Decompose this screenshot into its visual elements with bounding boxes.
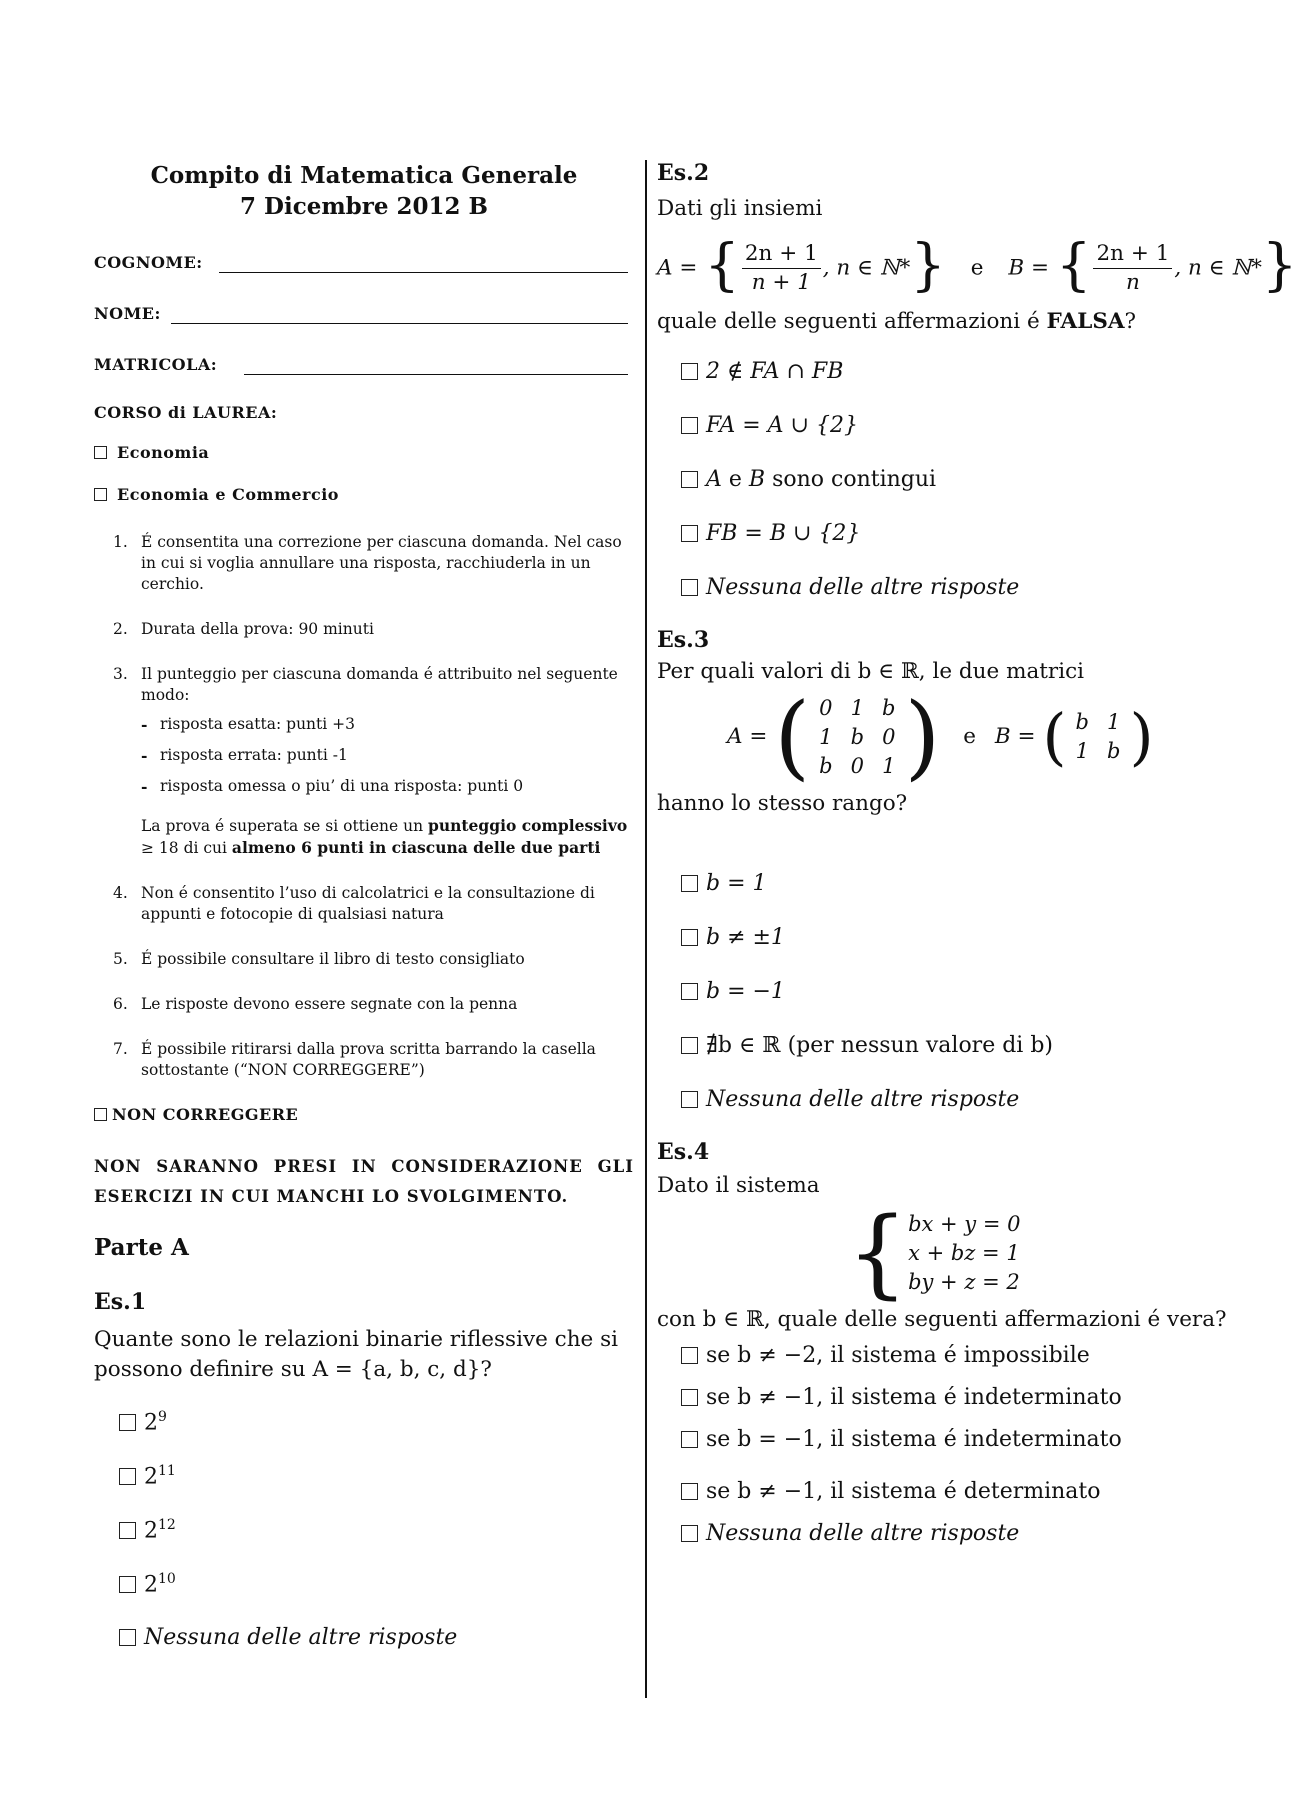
es3-none-label: Nessuna delle altre risposte <box>706 1087 1020 1112</box>
scoring-omitted: - risposta omessa o piu’ di una risposta: punti 0 <box>141 777 524 796</box>
es1-checkbox-3[interactable] <box>119 1522 136 1539</box>
es2-opt3-d: sono contingui <box>765 467 937 492</box>
es2-question-c: ? <box>1124 309 1137 334</box>
es2-question <box>657 307 1217 337</box>
rule-4-number: 4. <box>113 884 128 902</box>
es4-title: Es.4 <box>657 1139 710 1165</box>
title-line-2: 7 Dicembre 2012 B <box>240 193 488 220</box>
es3-checkbox-none[interactable] <box>681 1091 698 1108</box>
es4-option-2[interactable] <box>681 1385 1217 1415</box>
warning-text: NON SARANNO PRESI IN CONSIDERAZIONE GLI ESERCIZI IN CUI MANCHI LO SVOLGIMENTO. <box>94 1157 634 1206</box>
rule-7 <box>94 1039 634 1081</box>
es4-opt3-label: se b = −1, il sistema é indeterminato <box>706 1427 1122 1452</box>
matricola-line[interactable] <box>244 374 628 375</box>
es2-fracA <box>742 240 821 297</box>
scoring-correct: - risposta esatta: punti +3 <box>141 715 355 734</box>
es4-none-label: Nessuna delle altre risposte <box>706 1521 1020 1546</box>
es3-matrixB <box>1067 708 1130 766</box>
es3-matrices: A = ( 0 1 b 1 b 0 b 0 1 ) e B = ( b 1 1 b ) <box>727 683 1154 790</box>
es3-labelA: A = <box>727 724 768 749</box>
matB-cell: b <box>1106 739 1121 763</box>
es3-checkbox-4[interactable] <box>681 1037 698 1054</box>
rule-2-text: Durata della prova: 90 minuti <box>141 620 374 638</box>
matB-cell: b <box>1075 710 1089 734</box>
es3-checkbox-2[interactable] <box>681 929 698 946</box>
es3-matrixA <box>810 694 904 781</box>
checkbox-non-correggere[interactable] <box>94 1108 107 1121</box>
es2-title: Es.2 <box>657 160 710 186</box>
rule-6-number: 6. <box>113 995 128 1013</box>
es3-option-3[interactable] <box>681 979 1217 1009</box>
es4-option-1[interactable] <box>681 1343 1217 1373</box>
rules-list <box>94 532 634 1081</box>
es1-option-4[interactable] <box>119 1571 634 1601</box>
rule-1 <box>94 532 634 595</box>
es3-option-1[interactable] <box>681 871 1217 901</box>
nome-field[interactable] <box>94 304 634 328</box>
es1-opt2-exp: 11 <box>158 1463 176 1479</box>
es4-opt4-label: se b ≠ −1, il sistema é determinato <box>706 1479 1101 1504</box>
es1-title: Es.1 <box>94 1289 147 1315</box>
es2-fracB <box>1093 240 1172 297</box>
matB-cell: 1 <box>1075 739 1089 763</box>
es4-checkbox-1[interactable] <box>681 1347 698 1364</box>
rule-3 <box>94 664 634 859</box>
es3-option-2[interactable] <box>681 925 1217 955</box>
es1-opt3-exp: 12 <box>158 1517 176 1533</box>
nome-line[interactable] <box>171 323 628 324</box>
es3-opt1-label: b = 1 <box>706 871 767 896</box>
es2-opt4-label: FB = B ∪ {2} <box>706 521 861 546</box>
es2-none-label: Nessuna delle altre risposte <box>706 575 1020 600</box>
es2-numB: 2n + 1 <box>1093 240 1172 269</box>
es4-opt1-label: se b ≠ −2, il sistema é impossibile <box>706 1343 1090 1368</box>
es1-opt3-base: 2 <box>144 1518 158 1544</box>
es4-intro: Dato il sistema <box>657 1173 820 1198</box>
pass-note-b: punteggio complessivo <box>428 816 628 835</box>
checkbox-economia[interactable] <box>94 446 107 459</box>
es4-checkbox-3[interactable] <box>681 1431 698 1448</box>
es1-checkbox-none[interactable] <box>119 1629 136 1646</box>
es2-opt2-label: FA = A ∪ {2} <box>706 413 858 438</box>
es1-opt1-exp: 9 <box>158 1409 167 1425</box>
es4-opt2-label: se b ≠ −1, il sistema é indeterminato <box>706 1385 1122 1410</box>
es2-and: e <box>970 255 984 281</box>
es2-condA: , n ∈ ℕ* <box>822 255 911 281</box>
es2-denA: n + 1 <box>751 270 811 295</box>
es1-question: Quante sono le relazioni binarie riflessive che si possono definire su A = {a, b, c, d}? <box>94 1327 619 1382</box>
es1-opt4-base: 2 <box>144 1572 158 1598</box>
nome-label: NOME: <box>94 304 161 323</box>
es2-option-2[interactable] <box>681 413 1217 443</box>
es2-option-none[interactable] <box>681 575 1217 605</box>
es2-question-b: FALSA <box>1046 309 1125 334</box>
es3-option-4[interactable] <box>681 1033 1217 1063</box>
matricola-label: MATRICOLA: <box>94 355 218 374</box>
es2-setB-label: B = <box>1008 255 1049 281</box>
es2-sets: A = { $\frac{2n + 1}{n + 1}$ , n ∈ ℕ*} e B = { $\frac{2n + 1}{n}$ , n ∈ ℕ*} <box>657 232 1298 298</box>
es2-setA-label: A = <box>657 255 698 281</box>
matA-cell: 1 <box>850 695 864 720</box>
es3-and: e <box>963 724 976 749</box>
rule-5-text: É possibile consultare il libro di testo consigliato <box>141 950 525 968</box>
rule-2-number: 2. <box>113 620 128 638</box>
es4-checkbox-2[interactable] <box>681 1389 698 1406</box>
es4-eq2: x + bz = 1 <box>908 1240 1020 1265</box>
es1-checkbox-2[interactable] <box>119 1468 136 1485</box>
es2-checkbox-3[interactable] <box>681 471 698 488</box>
matricola-field[interactable] <box>94 355 634 379</box>
es2-option-3[interactable] <box>681 467 1217 497</box>
es3-labelB: B = <box>994 724 1036 749</box>
es2-checkbox-2[interactable] <box>681 417 698 434</box>
pass-note <box>141 815 634 859</box>
rule-3-number: 3. <box>113 665 128 683</box>
rule-6-text: Le risposte devono essere segnate con la penna <box>141 995 518 1013</box>
es3-checkbox-3[interactable] <box>681 983 698 1000</box>
rule-1-text: É consentita una correzione per ciascuna domanda. Nel caso in cui si voglia annullare una risposta, racchiuderla in un cerchio. <box>141 533 622 593</box>
es2-intro: Dati gli insiemi <box>657 196 823 221</box>
es4-system: { bx + y = 0 x + bz = 1 by + z = 2 <box>847 1197 1021 1309</box>
es4-equations <box>908 1210 1020 1297</box>
es2-opt3-c: B <box>748 467 766 492</box>
scoring-correct-text: risposta esatta: punti +3 <box>160 715 355 733</box>
scoring-wrong: - risposta errata: punti -1 <box>141 746 348 765</box>
scoring-list <box>141 714 634 797</box>
es1-none-label: Nessuna delle altre risposte <box>144 1625 458 1650</box>
es1-option-2[interactable] <box>119 1463 634 1493</box>
es4-checkbox-4[interactable] <box>681 1483 698 1500</box>
es4-option-none[interactable] <box>681 1521 1217 1551</box>
es4-eq3: by + z = 2 <box>908 1269 1020 1294</box>
matA-cell: 0 <box>819 695 833 720</box>
matA-cell: b <box>819 753 833 778</box>
matA-cell: 0 <box>882 724 896 749</box>
matA-cell: 1 <box>882 753 896 778</box>
checkbox-economia-commercio[interactable] <box>94 488 107 501</box>
cognome-field[interactable] <box>94 253 634 277</box>
es4-option-3[interactable] <box>681 1427 1217 1457</box>
es1-opt4-exp: 10 <box>158 1571 176 1587</box>
es1-option-1[interactable] <box>119 1409 634 1439</box>
matA-cell: 0 <box>850 753 864 778</box>
rule-5 <box>94 949 634 970</box>
es2-opt1-label: 2 ∉ FA ∩ FB <box>706 359 844 384</box>
es2-option-1[interactable] <box>681 359 1217 389</box>
pass-note-d: almeno 6 punti in ciascuna delle due parti <box>231 838 601 857</box>
es3-opt3-label: b = −1 <box>706 979 785 1004</box>
es3-question: Per quali valori di b ∈ ℝ, le due matrici <box>657 659 1084 684</box>
matB-cell: 1 <box>1107 710 1121 734</box>
cognome-label: COGNOME: <box>94 253 203 272</box>
section-title: Parte A <box>94 1234 189 1261</box>
es3-opt4-label: ∄b ∈ ℝ (per nessun valore di b) <box>706 1033 1053 1058</box>
es2-checkbox-none[interactable] <box>681 579 698 596</box>
rule-7-number: 7. <box>113 1040 128 1058</box>
es3-option-none[interactable] <box>681 1087 1217 1117</box>
es2-denB: n <box>1126 270 1140 295</box>
corso-label: CORSO di LAUREA: <box>94 403 278 422</box>
es2-checkbox-1[interactable] <box>681 363 698 380</box>
non-correggere-label: NON CORREGGERE <box>112 1105 299 1124</box>
column-divider <box>645 160 647 1698</box>
page-title <box>94 160 634 222</box>
option-economia[interactable] <box>94 443 634 462</box>
es2-question-a: quale delle seguenti affermazioni é <box>657 309 1047 334</box>
matA-cell: b <box>882 695 896 720</box>
es2-checkbox-4[interactable] <box>681 525 698 542</box>
es1-checkbox-1[interactable] <box>119 1414 136 1431</box>
es1-opt1-base: 2 <box>144 1410 158 1436</box>
option-economia-commercio-label: Economia e Commercio <box>117 485 339 504</box>
es3-title: Es.3 <box>657 627 710 653</box>
es3-opt2-label: b ≠ ±1 <box>706 925 785 950</box>
scoring-wrong-text: risposta errata: punti -1 <box>160 746 348 764</box>
rule-2 <box>94 619 634 640</box>
es4-option-4[interactable] <box>681 1479 1217 1509</box>
es4-question: con b ∈ ℝ, quale delle seguenti affermazioni é vera? <box>657 1307 1227 1332</box>
es4-eq1: bx + y = 0 <box>908 1211 1021 1236</box>
option-economia-commercio[interactable] <box>94 485 634 504</box>
rule-3-text: Il punteggio per ciascuna domanda é attribuito nel seguente modo: <box>141 665 618 704</box>
rule-5-number: 5. <box>113 950 128 968</box>
pass-note-a: La prova é superata se si ottiene un <box>141 817 429 835</box>
es1-opt2-base: 2 <box>144 1464 158 1490</box>
non-correggere-option[interactable] <box>94 1105 634 1124</box>
es3-question2: hanno lo stesso rango? <box>657 791 908 816</box>
rule-7-text: É possibile ritirarsi dalla prova scritta barrando la casella sottostante (“NON CORREGGERE”) <box>141 1040 596 1079</box>
es3-checkbox-1[interactable] <box>681 875 698 892</box>
es2-opt3-b: e <box>721 467 749 492</box>
option-economia-label: Economia <box>117 443 210 462</box>
es1-option-3[interactable] <box>119 1517 634 1547</box>
left-column <box>94 160 634 1655</box>
es2-opt3-a: A <box>706 467 722 492</box>
es2-numA: 2n + 1 <box>742 240 821 269</box>
matA-cell: b <box>850 724 865 749</box>
rule-1-number: 1. <box>113 533 128 551</box>
rule-4 <box>94 883 634 925</box>
title-line-1: Compito di Matematica Generale <box>150 162 578 189</box>
matA-cell: 1 <box>819 724 833 749</box>
cognome-line[interactable] <box>219 272 628 273</box>
es1-option-none[interactable] <box>119 1625 634 1655</box>
es4-checkbox-none[interactable] <box>681 1525 698 1542</box>
scoring-omitted-text: risposta omessa o piu’ di una risposta: punti 0 <box>160 777 524 795</box>
pass-note-c: ≥ 18 di cui <box>141 839 232 857</box>
right-column <box>657 160 1298 1551</box>
rule-6 <box>94 994 634 1015</box>
rule-4-text: Non é consentito l’uso di calcolatrici e la consultazione di appunti e fotocopie di qualsiasi natura <box>141 884 595 923</box>
es2-option-4[interactable] <box>681 521 1217 551</box>
es1-checkbox-4[interactable] <box>119 1576 136 1593</box>
es2-condB: , n ∈ ℕ* <box>1174 255 1262 281</box>
